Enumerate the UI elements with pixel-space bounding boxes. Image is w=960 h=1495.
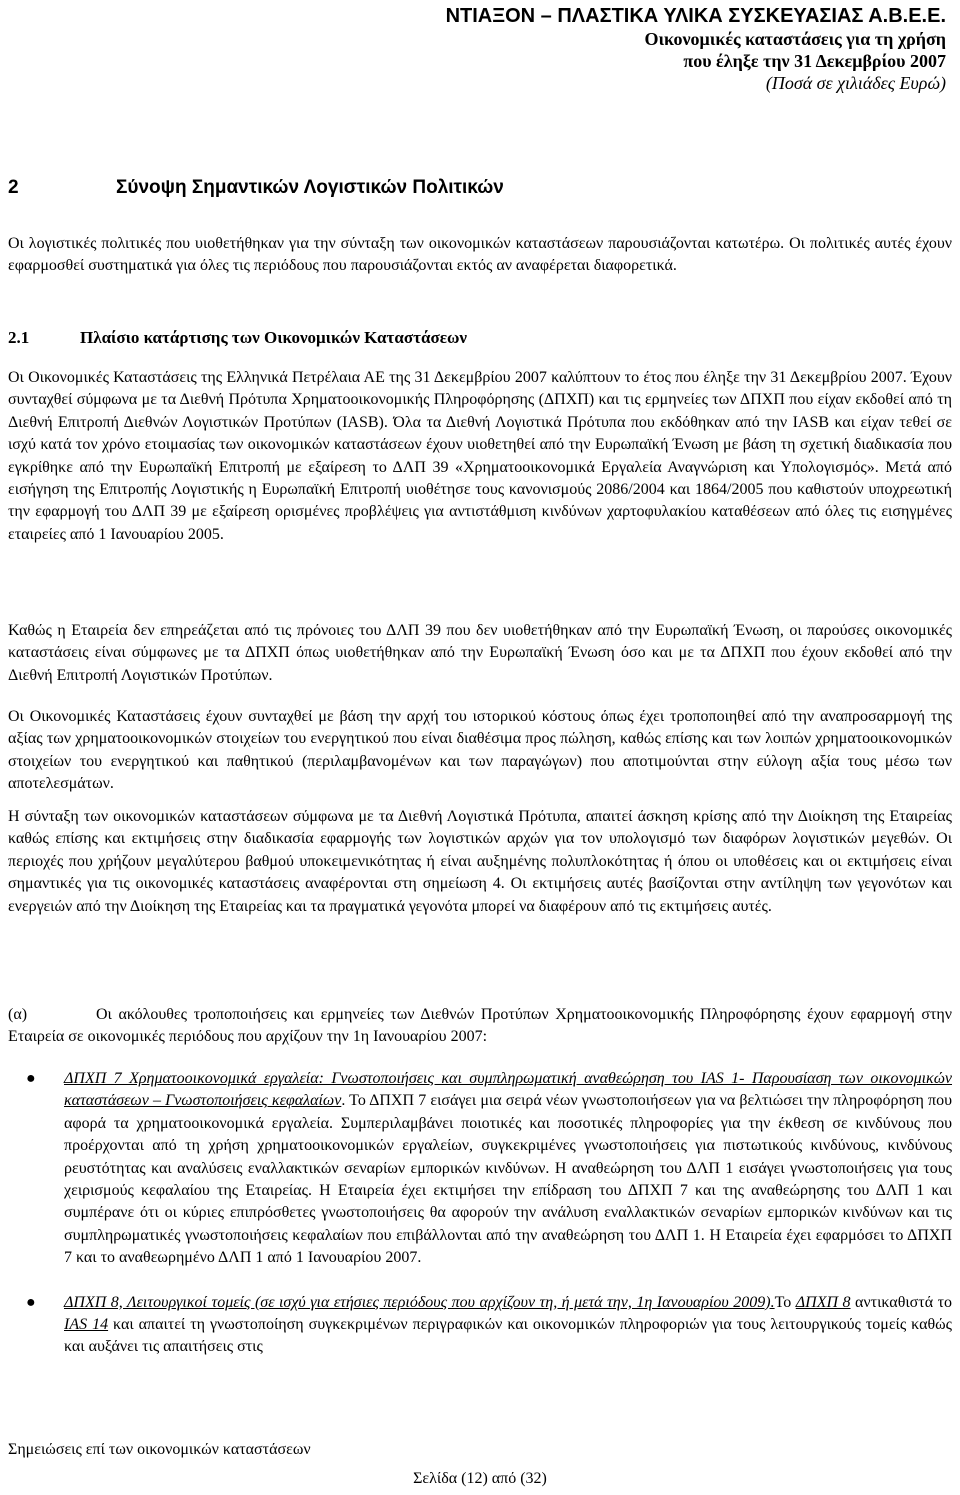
bullet-icon: ●	[26, 1070, 36, 1087]
ifrs8-text-a: Το	[774, 1293, 796, 1311]
ifrs8-text-c: και απαιτεί τη γνωστοποίηση συγκεκριμένων περιγραφικών και οικονομικών πληροφοριών για τους λειτουργικούς τομείς καθώς και αυξάνει τις απαιτήσεις στις	[64, 1316, 952, 1356]
paragraph-framework: Οι Οικονομικές Καταστάσεις της Ελληνικά Πετρέλαια ΑΕ της 31 Δεκεμβρίου 2007 καλύπτουν το έτος που έληξε την 31 Δεκεμβρίου 2007. Έχουν συνταχθεί σύμφωνα με τα Διεθνή Πρότυπα Χρηματοοικονομικής Πληροφόρησης (ΔΠΧΠ) και τις ερμηνείες των ΔΠΧΠ που είχαν εκδοθεί από τη Διεθνή Επιτροπή Διεθνών Λογιστικών Προτύπων (IASB). Όλα τα Διεθνή Λογιστικά Πρότυπα που εκδόθηκαν από την IASB και είχαν τεθεί σε ισχύ κατά τον χρόνο ετοιμασίας των οικονομικών καταστάσεων έχουν υιοθετηθεί από την Ευρωπαϊκή Ένωση με βάση τη σχετική διαδικασία που εγκρίθηκε από την Ευρωπαϊκή Επιτροπή με εξαίρεση το ΔΛΠ 39 «Χρηματοοικονομικά Εργαλεία Αναγνώριση και Υπολογισμός». Μετά από εισήγηση της Επιτροπής Λογιστικής η Ευρωπαϊκή Επιτροπή υιοθέτησε τους κανονισμούς 2086/2004 και 1864/2005 που καθιστούν υποχρεωτική την εφαρμογή του ΔΛΠ 39 με εξαίρεση ορισμένες προβλέψεις για αντιστάθμιση κινδύνων χαρτοφυλακίου καταθέσεων από όλες τις εισηγμένες εταιρείες από 1 Ιανουαρίου 2005.	[8, 369, 952, 543]
section-intro: Οι λογιστικές πολιτικές που υιοθετήθηκαν για την σύνταξη των οικονομικών καταστάσεων παρουσιάζονται κατωτέρω. Οι πολιτικές αυτές έχουν εφαρμοσθεί συστηματικά για όλες τις περιόδους που παρουσιάζονται εκτός αν αναφέρεται διαφορετικά.	[8, 235, 952, 275]
section-title: Σύνοψη Σημαντικών Λογιστικών Πολιτικών	[116, 177, 504, 198]
paragraph-ias39: Καθώς η Εταιρεία δεν επηρεάζεται από τις πρόνοιες του ΔΛΠ 39 που δεν υιοθετήθηκαν από την Ευρωπαϊκή Ένωση, οι παρούσες οικονομικές καταστάσεις είναι σύμφωνες με τα ΔΠΧΠ όπως υιοθετήθηκαν από την Ευρωπαϊκή Ένωση όσο και με τα ΔΠΧΠ που έχουν εκδοθεί από την Διεθνή Επιτροπή Λογιστικών Προτύπων.	[8, 622, 952, 684]
paragraph-estimates: Η σύνταξη των οικονομικών καταστάσεων σύμφωνα με τα Διεθνή Λογιστικά Πρότυπα, απαιτεί άσκηση κρίσης από την Διοίκηση της Εταιρείας καθώς επίσης και εκτιμήσεις στην διαδικασία εφαρμογής των λογιστικών αρχών για τον υπολογισμό των διαφόρων λογιστικών μεγεθών. Οι περιοχές που χρήζουν μεγαλύτερου βαθμού υποκειμενικότητας ή είναι αυξημένης πολυπλοκότητας ή όπου οι υποθέσεις και οι εκτιμήσεις είναι σημαντικές για τις οικονομικές καταστάσεις αναφέρονται στη σημείωση 4. Οι εκτιμήσεις αυτές βασίζονται στην αντίληψη των γεγονότων και ενεργειών από την Διοίκηση της Εταιρείας και τα πραγματικά γεγονότα μπορεί να διαφέρουν από τις εκτιμήσεις αυτές.	[8, 808, 952, 915]
ias14-ref: IAS 14	[64, 1316, 109, 1334]
item-a-paragraph	[8, 1004, 952, 1049]
ifrs7-text: . Το ΔΠΧΠ 7 εισάγει μια σειρά νέων γνωστοποιήσεων για να βελτιώσει την πληροφόρηση που αφορά τα χρηματοοικονομικά εργαλεία. Συμπεριλαμβάνει ποιοτικές και ποσοτικές πληροφορίες για την έκθεση σε κινδύνους που προέρχονται από τη χρήση χρηματοοικονομικών εργαλείων, συγκεκριμένες γνωστοποιήσεις για πιστωτικούς κινδύνους, κινδύνους ρευστότητας και αναλύσεις εναλλακτικών σεναρίων εμπορικών κινδύνων. Η αναθεώρηση του ΔΛΠ 1 εισάγει γνωστοποιήσεις για τους χειρισμούς κεφαλαίου της Εταιρείας. Η Εταιρεία έχει εκτιμήσει την επίδραση του ΔΠΧΠ 7 και της αναθεώρησης του ΔΛΠ 1 και συμπέρανε ότι οι κύριες επιπρόσθετες γνωστοποιήσεις θα αφορούν την ανάλυση εναλλακτικών σεναρίων εμπορικών κινδύνων και τις συμπληρωματικές γνωστοποιήσεις κεφαλαίων που επιβάλλονται από την αναθεώρηση του ΔΛΠ 1. Η Εταιρεία έχει εφαρμόσει το ΔΠΧΠ 7 και το αναθεωρημένο ΔΛΠ 1 από 1 Ιανουαρίου 2007.	[64, 1092, 952, 1267]
paragraph-historical-cost: Οι Οικονομικές Καταστάσεις έχουν συνταχθεί με βάση την αρχή του ιστορικού κόστους όπως έχει τροποποιηθεί από την αναπροσαρμογή της αξίας των χρηματοοικονομικών στοιχείων του ενεργητικού που είναι διαθέσιμα προς πώληση, καθώς επίσης και των λοιπών χρηματοοικονομικών στοιχείων του ενεργητικού και παθητικού (περιλαμβανομένων και των παραγώγων) που αποτιμούνται στην εύλογη αξία τους μέσω των αποτελεσμάτων.	[8, 708, 952, 793]
ifrs8-text-b: αντικαθιστά το	[850, 1293, 953, 1311]
footer-divider	[8, 1462, 952, 1463]
section-heading	[8, 177, 504, 199]
list-item	[0, 1292, 952, 1359]
period-title: που έληξε την 31 Δεκεμβρίου 2007	[683, 51, 946, 71]
standards-list	[0, 1068, 952, 1381]
statements-title: Οικονομικές καταστάσεις για τη χρήση	[644, 29, 946, 49]
page-header	[446, 4, 946, 94]
footer-note: Σημειώσεις επί των οικονομικών καταστάσεων	[8, 1441, 311, 1458]
page-number: Σελίδα (12) από (32)	[413, 1470, 547, 1487]
subsection-title: Πλαίσιο κατάρτισης των Οικονομικών Καταστάσεων	[80, 328, 467, 347]
bullet-icon: ●	[26, 1293, 36, 1311]
section-number: 2	[8, 177, 19, 198]
subsection-heading	[8, 328, 467, 348]
company-name: ΝΤΙΑΞΟΝ – ΠΛΑΣΤΙΚΑ ΥΛΙΚΑ ΣΥΣΚΕΥΑΣΙΑΣ Α.Β.Ε.Ε.	[445, 5, 946, 27]
item-a-text: Οι ακόλουθες τροποποιήσεις και ερμηνείες των Διεθνών Προτύπων Χρηματοοικονομικής Πληροφόρησης έχουν εφαρμογή στην Εταιρεία σε οικονομικές περιόδους που αρχίζουν την 1η Ιανουαρίου 2007:	[8, 1006, 952, 1046]
ifrs8-ref: ΔΠΧΠ 8	[795, 1293, 851, 1311]
units-note: (Ποσά σε χιλιάδες Ευρώ)	[765, 73, 946, 93]
subsection-number: 2.1	[8, 328, 30, 347]
item-a-label: (α)	[8, 1006, 28, 1023]
list-item	[0, 1068, 952, 1270]
ifrs7-title: ΔΠΧΠ 7 Χρηματοοικονομικά εργαλεία: Γνωστοποιήσεις και συμπληρωματική αναθεώρηση του IAS 1- Παρουσίαση των οικονομικών καταστάσεων – Γνωστοποιήσεις κεφαλαίων	[64, 1070, 952, 1110]
ifrs8-title: ΔΠΧΠ 8, Λειτουργικοί τομείς (σε ισχύ για ετήσιες περιόδους που αρχίζουν τη, ή μετά την, 1η Ιανουαρίου 2009).	[64, 1293, 775, 1311]
